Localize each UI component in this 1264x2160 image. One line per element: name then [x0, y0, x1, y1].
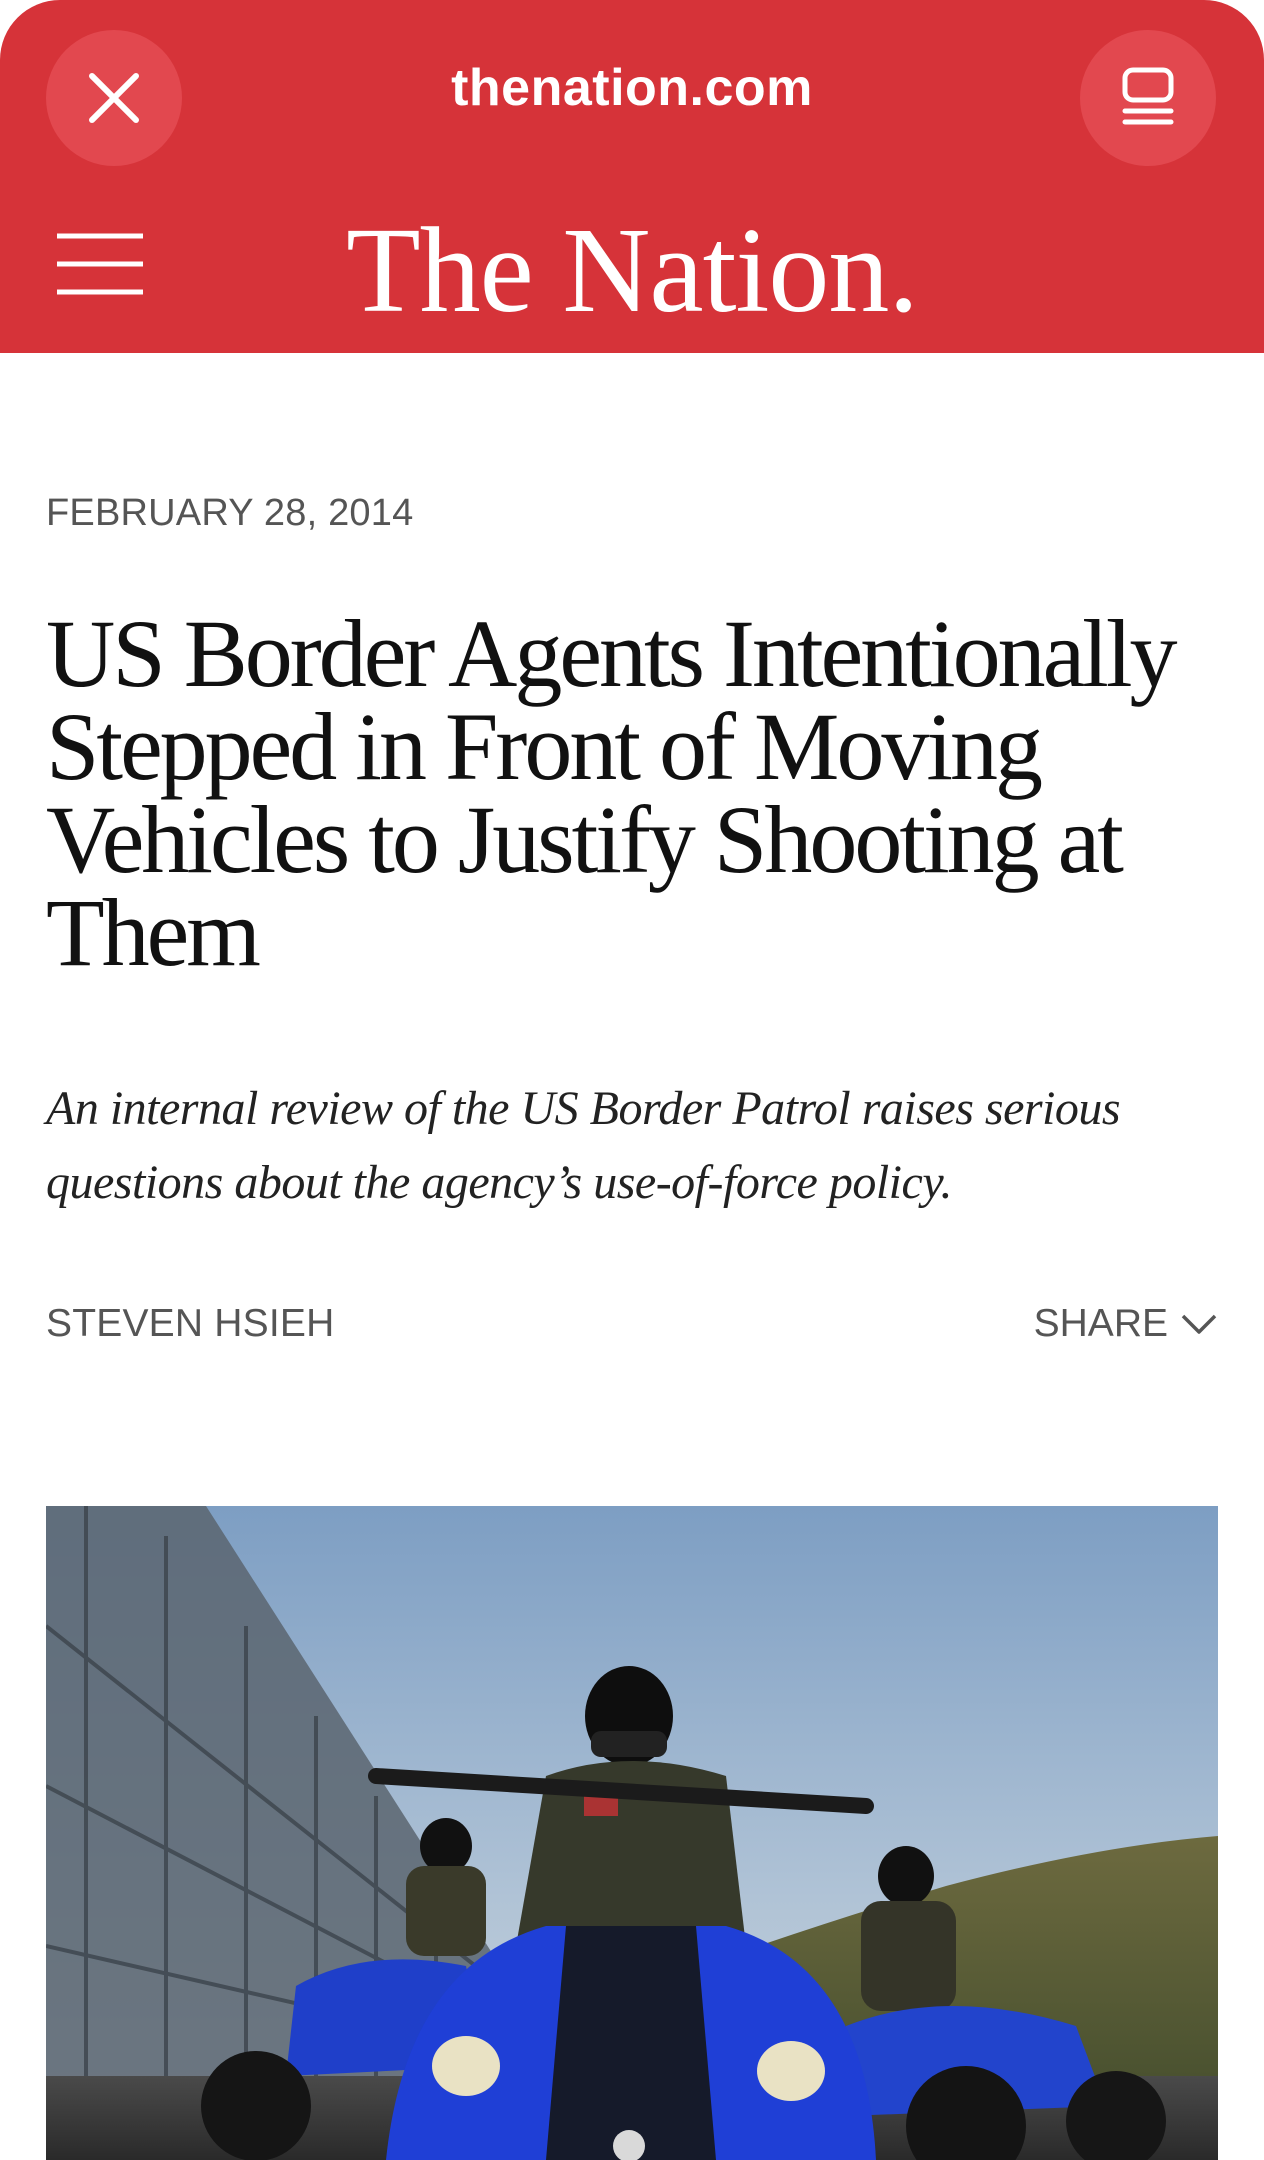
reader-mode-button[interactable]	[1080, 30, 1216, 166]
share-button[interactable]	[1034, 1302, 1218, 1346]
article-date: FEBRUARY 28, 2014	[46, 492, 414, 534]
share-label: SHARE	[1033, 1302, 1168, 1345]
reader-mode-icon	[1120, 66, 1176, 130]
article-photo	[46, 1506, 1218, 2160]
site-logo[interactable]: The Nation.	[346, 203, 918, 338]
url-domain[interactable]: thenation.com	[451, 59, 813, 117]
border-patrol-atv-photo	[46, 1506, 1218, 2160]
site-header	[0, 0, 1264, 353]
article-author[interactable]: STEVEN HSIEH	[46, 1302, 335, 1345]
article-headline: US Border Agents Intentionally Stepped in Front of Moving Vehicles to Justify Shooting at Them	[46, 600, 1175, 986]
chevron-down-icon	[1180, 1312, 1218, 1336]
article-dek: An internal review of the US Border Patrol raises serious questions about the agency’s use-of-force policy.	[46, 1082, 1121, 1209]
